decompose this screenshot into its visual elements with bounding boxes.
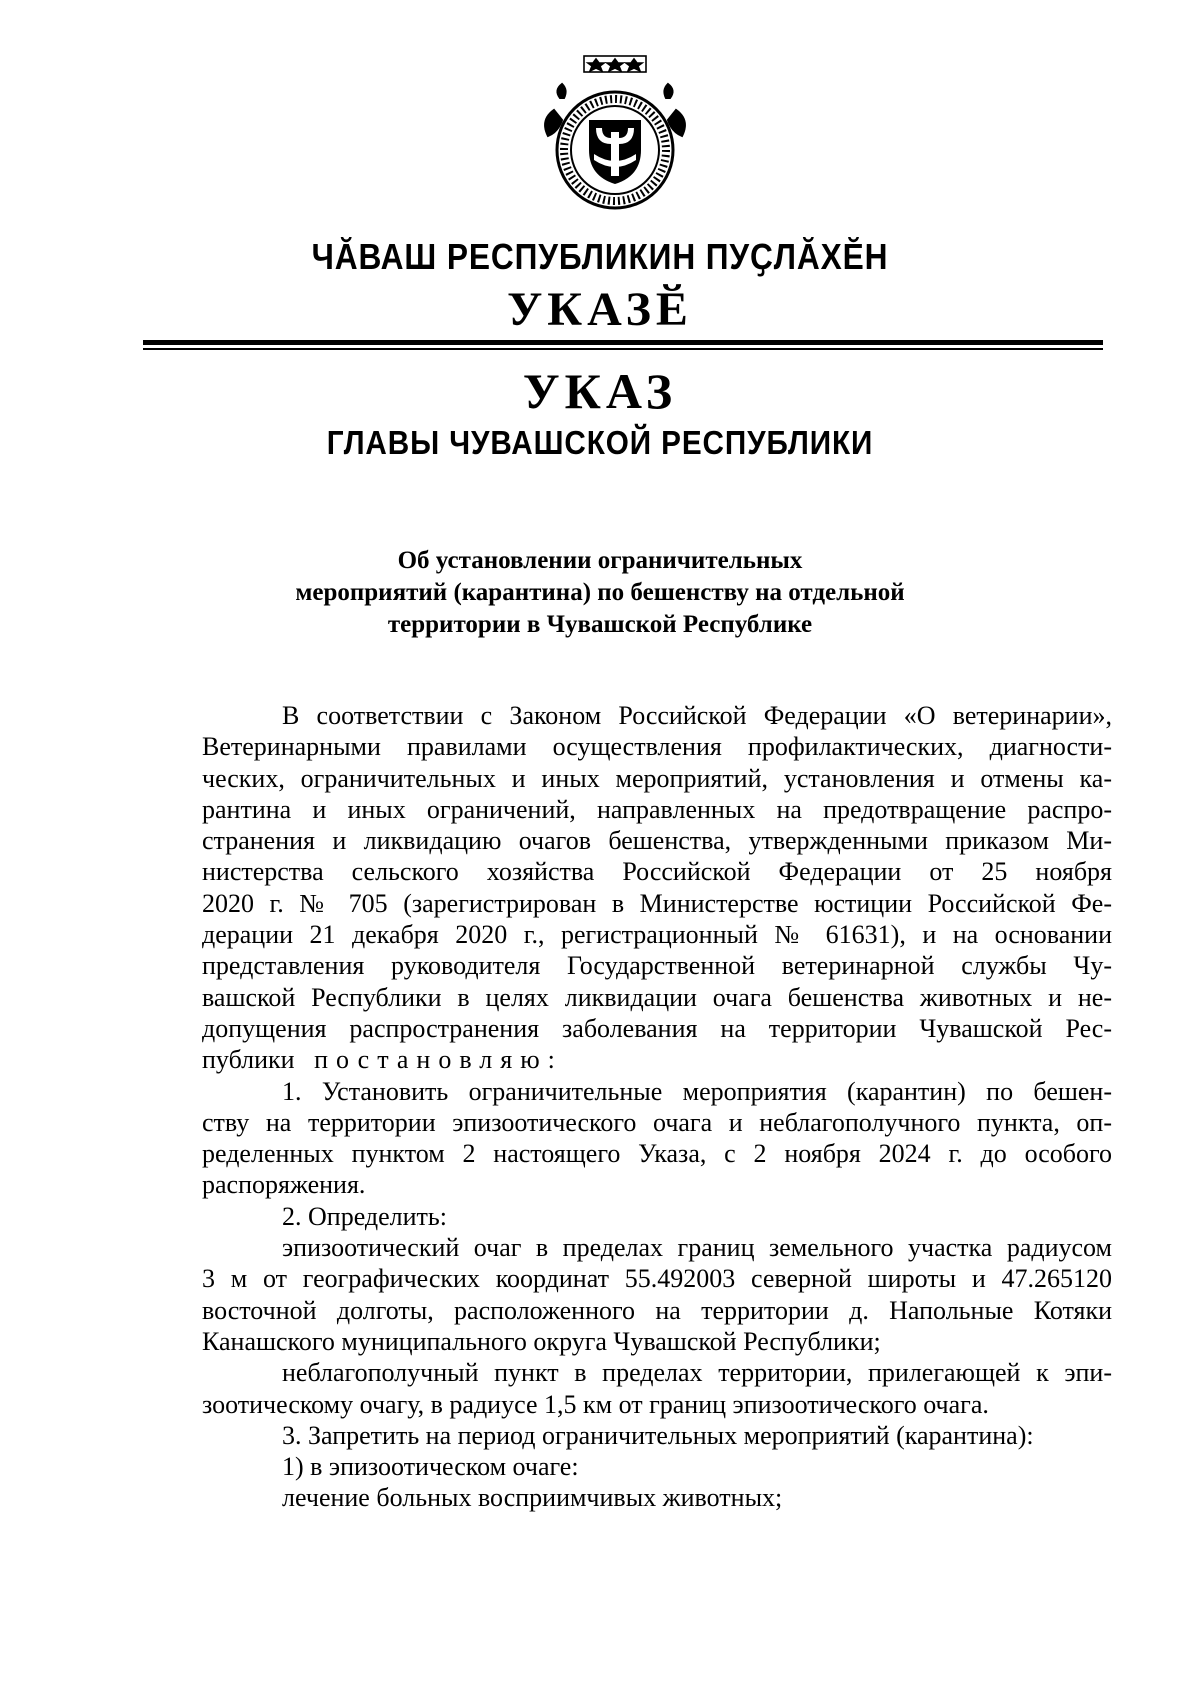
body-line: эпизоотический очаг в пределах границ земельного участка радиусом: [282, 1233, 1112, 1263]
body-line: В соответствии с Законом Российской Федерации «О ветеринарии»,: [282, 701, 1112, 730]
header-divider-thick: [143, 340, 1103, 345]
header-russian-ukaz: УКАЗ: [522, 363, 678, 419]
body-line: 2020 г. № 705 (зарегистрирован в Министерстве юстиции Российской Фе-: [202, 888, 1112, 918]
title-line: Об установлении ограничительных: [397, 547, 803, 574]
body-line: 2. Определить:: [282, 1201, 447, 1231]
body-line: Ветеринарными правилами осуществления профилактических, диагности-: [202, 732, 1112, 762]
body-line: ческих, ограничительных и иных мероприятий, установления и отмены ка-: [202, 763, 1112, 793]
document-body: [202, 700, 1112, 1514]
body-line: неблагополучный пункт в пределах территории, прилегающей к эпи-: [282, 1358, 1112, 1388]
body-line: допущения распространения заболевания на территории Чувашской Рес-: [202, 1013, 1112, 1043]
body-line: рантина и иных ограничений, направленных на предотвращение распро-: [202, 794, 1112, 824]
body-line: 1. Установить ограничительные мероприятия (карантин) по бешен-: [282, 1076, 1112, 1106]
body-text-fragment: публики: [202, 1045, 295, 1075]
body-line: Канашского муниципального округа Чувашской Республики;: [202, 1326, 881, 1356]
body-line: зоотическому очагу, в радиусе 1,5 км от границ эпизоотического очага.: [202, 1389, 989, 1419]
body-line: ству на территории эпизоотического очага и неблагополучного пункта, оп-: [202, 1107, 1112, 1137]
body-line: нистерства сельского хозяйства Российской Федерации от 25 ноября: [202, 857, 1112, 887]
title-line: мероприятий (карантина) по бешенству на отдельной: [295, 579, 905, 606]
body-line: распоряжения.: [202, 1170, 366, 1200]
body-line: 3 м от географических координат 55.492003 северной широты и 47.265120: [202, 1264, 1112, 1294]
body-line: восточной долготы, расположенного на территории д. Напольные Котяки: [202, 1295, 1112, 1325]
header-divider-thin: [143, 348, 1103, 350]
body-line: вашской Республики в целях ликвидации очага бешенства животных и не-: [202, 982, 1112, 1012]
body-line: странения и ликвидацию очагов бешенства, утвержденными приказом Ми-: [202, 826, 1112, 856]
body-line: 3. Запретить на период ограничительных мероприятий (карантина):: [282, 1420, 1034, 1450]
coat-of-arms-icon: [534, 50, 696, 222]
body-line: лечение больных восприимчивых животных;: [282, 1483, 783, 1513]
body-line: представления руководителя Государственной ветеринарной службы Чу-: [202, 951, 1112, 981]
header-russian-title: ГЛАВЫ ЧУВАШСКОЙ РЕСПУБЛИКИ: [326, 424, 874, 461]
title-line: территории в Чувашской Республике: [387, 611, 813, 638]
body-line: дерации 21 декабря 2020 г., регистрационный № 61631), и на основании: [202, 920, 1112, 950]
body-line: ределенных пунктом 2 настоящего Указа, с 2 ноября 2024 г. до особого: [202, 1139, 1112, 1169]
header-chuvash-title: ЧӐВАШ РЕСПУБЛИКИН ПУҪЛӐХӖН: [311, 236, 889, 277]
header-chuvash-ukaz: УКАЗӖ: [507, 283, 693, 336]
decree-verb: постановляю:: [314, 1045, 563, 1075]
body-line: [202, 1044, 1112, 1075]
body-line: 1) в эпизоотическом очаге:: [282, 1452, 579, 1482]
document-title: [200, 545, 1000, 641]
